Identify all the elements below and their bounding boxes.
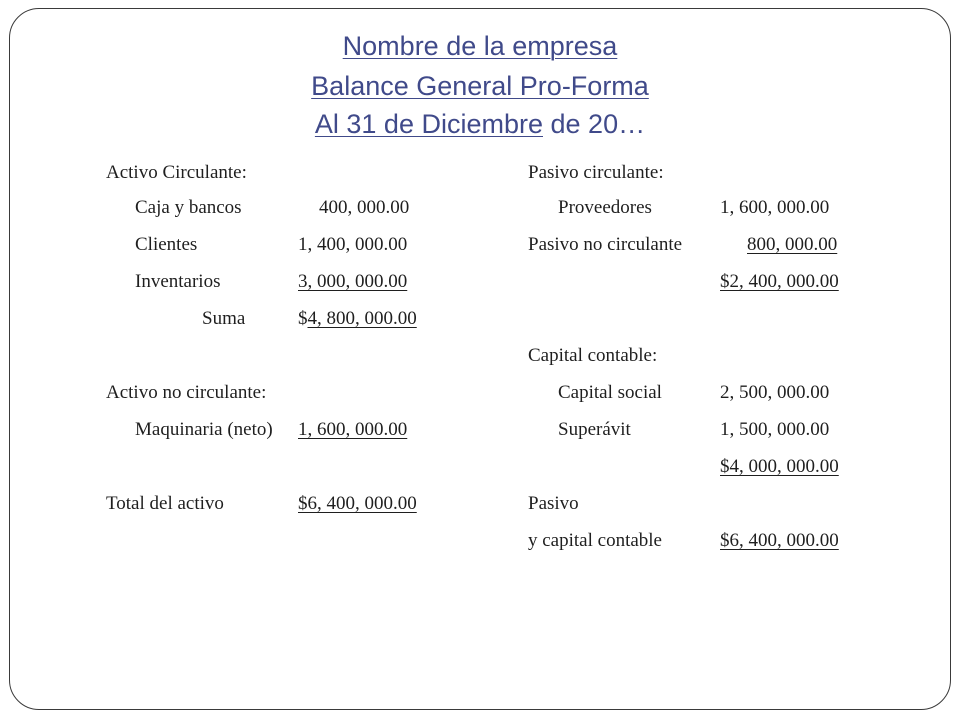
cash-value: 400, 000.00 (319, 197, 410, 218)
social-capital-value: 2, 500, 000.00 (720, 382, 830, 403)
total-assets-label: Total del activo (106, 493, 224, 514)
total-liabilities-value: $2, 400, 000.00 (720, 271, 839, 292)
surplus-label: Superávit (558, 419, 631, 440)
surplus-value: 1, 500, 000.00 (720, 419, 830, 440)
total-assets-value: $6, 400, 000.00 (298, 493, 417, 514)
inventory-value: 3, 000, 000.00 (298, 271, 408, 292)
current-liabilities-heading: Pasivo circulante: (528, 162, 664, 183)
grand-total-label-line2: y capital contable (528, 530, 662, 551)
noncurrent-liabilities-value: 800, 000.00 (747, 234, 838, 255)
current-assets-heading: Activo Circulante: (106, 162, 247, 183)
date-title: Al 31 de Diciembre de 20… (314, 109, 646, 139)
grand-total-label-line1: Pasivo (528, 493, 579, 514)
social-capital-label: Capital social (558, 382, 662, 403)
equity-total-value: $4, 000, 000.00 (720, 456, 839, 477)
grand-total-value: $6, 400, 000.00 (720, 530, 839, 551)
equity-heading: Capital contable: (528, 345, 658, 366)
company-name-title: Nombre de la empresa (342, 31, 618, 61)
inventory-label: Inventarios (135, 271, 221, 292)
noncurrent-liabilities-label: Pasivo no circulante (528, 234, 683, 255)
machinery-value: 1, 600, 000.00 (298, 419, 408, 440)
cash-label: Caja y bancos (135, 197, 242, 218)
clients-label: Clientes (135, 234, 198, 255)
suppliers-label: Proveedores (558, 197, 652, 218)
balance-title: Balance General Pro-Forma (311, 71, 649, 101)
sum-label: Suma (202, 308, 246, 329)
sum-value: $4, 800, 000.00 (298, 308, 417, 329)
machinery-label: Maquinaria (neto) (135, 419, 273, 440)
clients-value: 1, 400, 000.00 (298, 234, 408, 255)
suppliers-value: 1, 600, 000.00 (720, 197, 830, 218)
noncurrent-assets-heading: Activo no circulante: (106, 382, 267, 403)
